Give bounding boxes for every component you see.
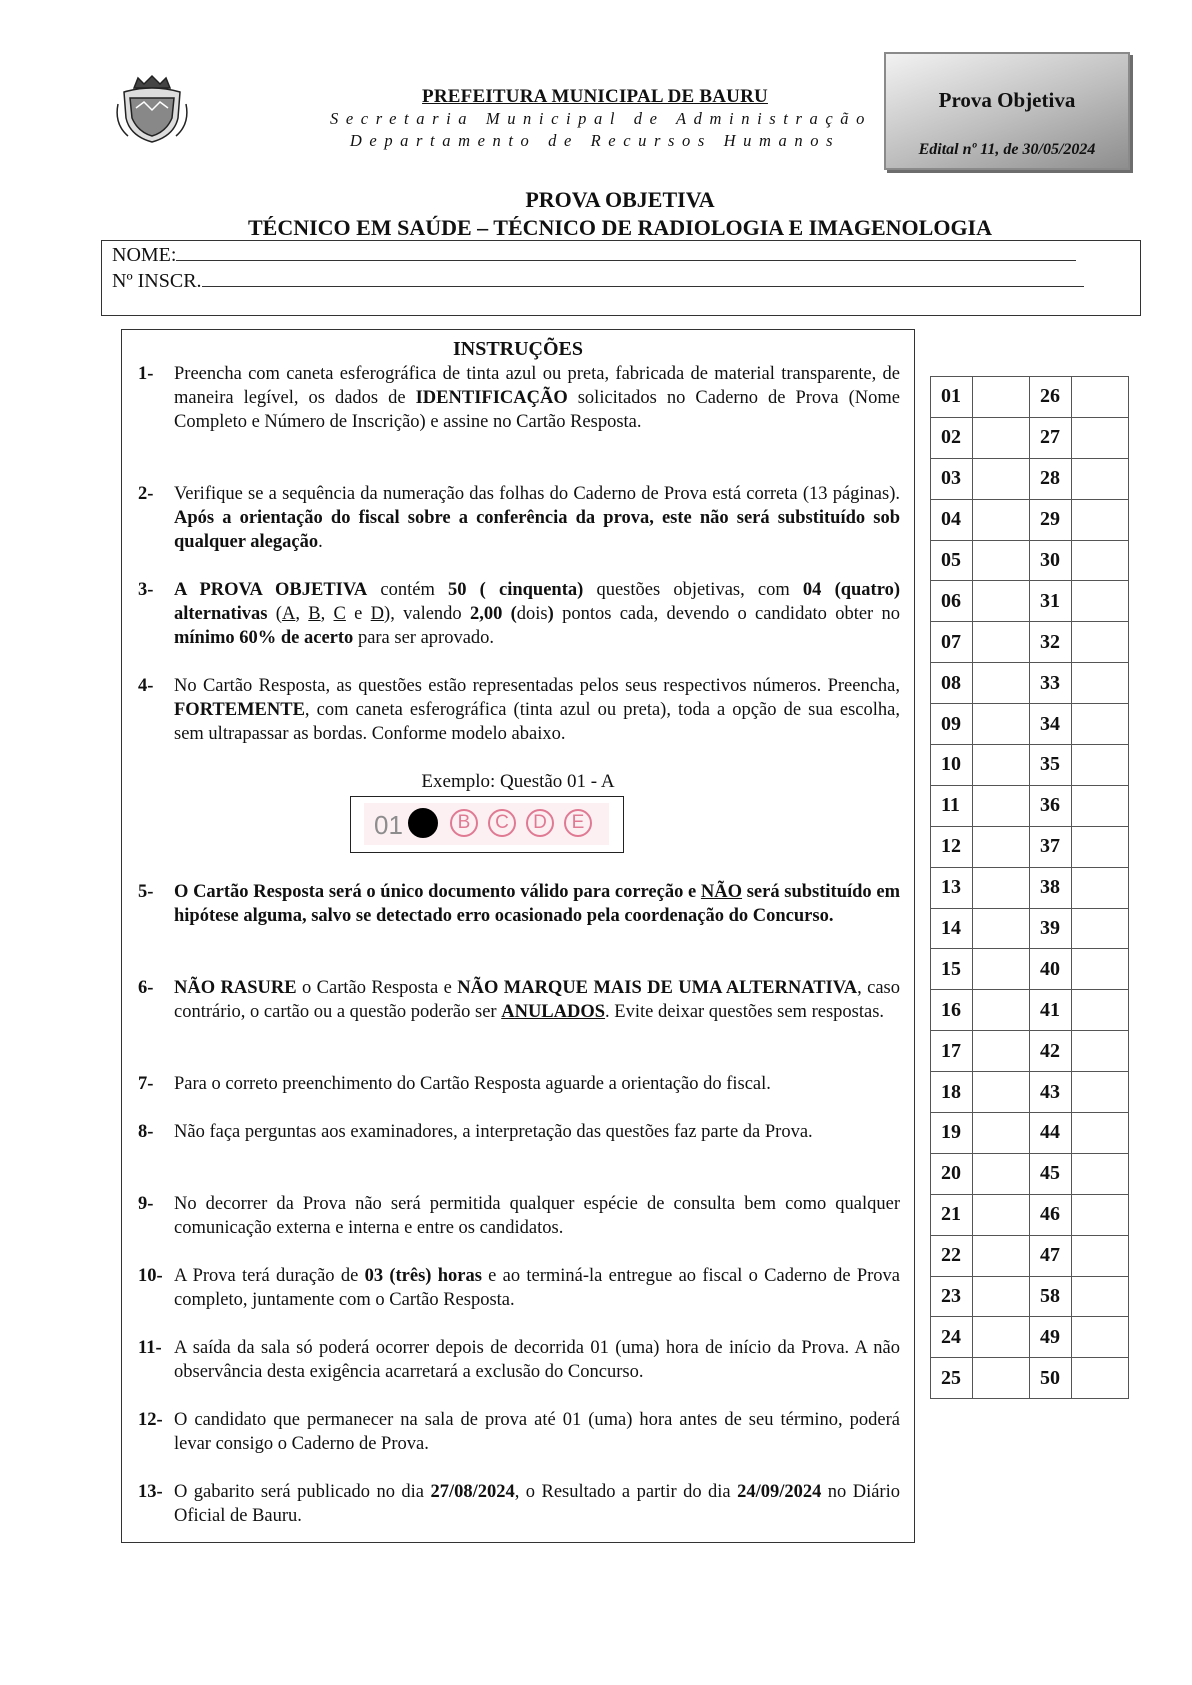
answer-row [931,785,1129,826]
answer-row [931,377,1129,418]
question-number: 39 [1030,908,1072,949]
question-number: 44 [1030,1113,1072,1154]
bubble-c: C [488,809,516,837]
instruction-item-9 [138,1192,900,1240]
item-text: , caso contrário, o cartão ou a questão poderão ser [174,978,901,1022]
question-number: 16 [931,990,973,1031]
instruction-item-11 [138,1336,900,1384]
bubble-b: B [450,809,478,837]
question-number: 12 [931,826,973,867]
item-text: pontos cada, devendo o candidato obter no [553,604,901,624]
answer-cell[interactable] [973,1072,1030,1113]
question-number: 40 [1030,949,1072,990]
item-text: , o Resultado a partir do dia [514,1482,738,1502]
answer-row [931,1113,1129,1154]
question-number: 30 [1030,540,1072,581]
item-text: e ao terminá-la entregue ao fiscal o Caderno de Prova completo, juntamente com o Cartão Resposta. [174,1266,900,1310]
question-number: 15 [931,949,973,990]
filled-bubble-a [408,808,438,838]
question-number: 08 [931,663,973,704]
exam-title-sub: TÉCNICO EM SAÚDE – TÉCNICO DE RADIOLOGIA E IMAGENOLOGIA [247,215,993,240]
item-text: A Prova terá duração de [174,1266,365,1286]
answer-row [931,990,1129,1031]
answer-cell[interactable] [973,1276,1030,1317]
item-text: no Diário Oficial de Bauru. [174,1482,900,1526]
question-number: 31 [1030,581,1072,622]
question-number: 47 [1030,1235,1072,1276]
answer-cell[interactable] [973,417,1030,458]
item-number: 5- [138,882,154,902]
answer-cell[interactable] [1072,581,1129,622]
item-number: 11- [138,1338,162,1358]
item-text: ), valendo [384,604,470,624]
answer-cell[interactable] [1072,745,1129,786]
answer-cell[interactable] [1072,908,1129,949]
answer-row [931,949,1129,990]
inscr-line[interactable] [202,272,1084,287]
question-number: 24 [931,1317,973,1358]
instruction-item-12 [138,1408,900,1456]
instruction-item-8 [138,1120,900,1144]
item-text: dois [516,604,548,624]
question-number: 26 [1030,377,1072,418]
item-text-bold: NÃO MARQUE MAIS DE UMA ALTERNATIVA [457,978,858,998]
answer-cell[interactable] [1072,1235,1129,1276]
question-number: 19 [931,1113,973,1154]
option-letter: B [308,604,321,624]
item-text: O gabarito será publicado no dia [174,1482,431,1502]
inscr-field[interactable] [112,270,1084,293]
question-number: 27 [1030,417,1072,458]
item-text-bold: 27/08/2024 [430,1482,515,1502]
answer-cell[interactable] [973,1235,1030,1276]
answer-cell[interactable] [973,622,1030,663]
question-number: 25 [931,1358,973,1399]
answer-row [931,1031,1129,1072]
answer-cell[interactable] [973,990,1030,1031]
secretaria-line: Secretaria Municipal de Administração [330,109,872,128]
answer-row [931,1317,1129,1358]
example-answer-box [350,796,624,853]
item-text-bold: Após a orientação do fiscal sobre a conferência da prova, este não será substituído sob qualquer alegação [174,508,900,552]
item-text: O candidato que permanecer na sala de prova até 01 (uma) hora antes de seu término, poderá levar consigo o Caderno de Prova. [174,1410,900,1454]
item-number: 12- [138,1410,163,1430]
departamento-line: Departamento de Recursos Humanos [349,131,841,150]
answer-cell[interactable] [973,1358,1030,1399]
answer-cell[interactable] [973,1031,1030,1072]
item-text-bold: mínimo 60% de acerto [174,628,354,648]
question-number: 42 [1030,1031,1072,1072]
item-text: para ser aprovado. [353,628,495,648]
instruction-item-7 [138,1072,900,1096]
question-number: 05 [931,540,973,581]
answer-row [931,908,1129,949]
question-number: 13 [931,867,973,908]
question-number: 41 [1030,990,1072,1031]
answer-cell[interactable] [973,581,1030,622]
name-line[interactable] [176,246,1076,261]
inscr-label: Nº INSCR. [112,270,202,292]
answer-cell[interactable] [1072,1031,1129,1072]
instruction-item-3 [138,578,900,650]
answer-row [931,745,1129,786]
item-text: A saída da sala só poderá ocorrer depois de decorrida 01 (uma) hora de início da Prova. A não observância desta exigência acarretará a exclusão do Concurso. [174,1338,900,1382]
answer-cell[interactable] [1072,622,1129,663]
answer-cell[interactable] [973,1194,1030,1235]
item-text: ( [267,604,282,624]
instructions-title: INSTRUÇÕES [452,338,584,360]
item-text: contém [367,580,448,600]
option-letter: C [333,604,346,624]
item-text-underlined: NÃO [700,882,743,902]
answer-row [931,417,1129,458]
question-number: 23 [931,1276,973,1317]
answer-row [931,1358,1129,1399]
bubble-d: D [526,809,554,837]
answer-row [931,458,1129,499]
answer-cell[interactable] [973,1317,1030,1358]
item-number: 4- [138,676,154,696]
answer-cell[interactable] [1072,1317,1129,1358]
question-number: 35 [1030,745,1072,786]
instruction-item-1 [138,362,900,434]
badge-title: Prova Objetiva [938,88,1076,112]
answer-cell[interactable] [1072,1358,1129,1399]
question-number: 50 [1030,1358,1072,1399]
answer-cell[interactable] [973,458,1030,499]
answer-cell[interactable] [973,745,1030,786]
item-number: 6- [138,978,154,998]
item-text: , [320,604,334,624]
instruction-item-10 [138,1264,900,1312]
instructions-box [121,329,915,1543]
answer-cell[interactable] [973,1113,1030,1154]
item-text-bold: IDENTIFICAÇÃO [415,388,568,408]
answer-cell[interactable] [1072,704,1129,745]
question-number: 36 [1030,785,1072,826]
option-letter: A [281,604,296,624]
item-number: 7- [138,1074,154,1094]
item-number: 9- [138,1194,154,1214]
item-text: Verifique se a sequência da numeração das folhas do Caderno de Prova está correta (13 páginas). [174,484,900,504]
answer-cell[interactable] [973,1153,1030,1194]
question-number: 37 [1030,826,1072,867]
answer-row [931,867,1129,908]
option-letter: D [370,604,385,624]
answer-cell[interactable] [973,908,1030,949]
candidate-fields-box [101,240,1141,316]
question-number: 43 [1030,1072,1072,1113]
answer-row [931,1235,1129,1276]
question-number: 22 [931,1235,973,1276]
answer-cell[interactable] [1072,458,1129,499]
bubble-e: E [564,809,592,837]
item-text: No Cartão Resposta, as questões estão representadas pelos seus respectivos números. Preencha, [174,676,900,696]
item-text: , com caneta esferográfica (tinta azul ou preta), toda a opção de sua escolha, sem ultrapassar as bordas. Conforme modelo abaixo. [174,700,900,744]
question-number: 29 [1030,499,1072,540]
answer-row [931,663,1129,704]
exam-title [100,186,1140,242]
item-text: , [295,604,309,624]
question-number: 45 [1030,1153,1072,1194]
question-number: 06 [931,581,973,622]
instruction-item-4 [138,674,900,746]
name-field[interactable] [112,244,1076,267]
item-text-bold: FORTEMENTE [174,700,305,720]
answer-cell[interactable] [973,499,1030,540]
question-number: 03 [931,458,973,499]
item-text-bold: 50 ( cinquenta) [448,580,584,600]
question-number: 02 [931,417,973,458]
answer-cell[interactable] [973,704,1030,745]
question-number: 17 [931,1031,973,1072]
answer-row [931,499,1129,540]
answer-cell[interactable] [973,540,1030,581]
exam-badge [884,52,1130,170]
item-text-bold: A PROVA OBJETIVA [174,580,368,600]
answer-row [931,581,1129,622]
question-number: 18 [931,1072,973,1113]
answer-row [931,704,1129,745]
answer-cell[interactable] [1072,867,1129,908]
answer-cell[interactable] [973,785,1030,826]
item-text: Não faça perguntas aos examinadores, a interpretação das questões faz parte da Prova. [174,1122,813,1142]
question-number: 11 [931,785,973,826]
answer-cell[interactable] [973,663,1030,704]
item-number: 13- [138,1482,163,1502]
bauru-crest-logo [114,74,190,146]
answer-cell[interactable] [973,949,1030,990]
item-text: e [345,604,371,624]
answer-row [931,826,1129,867]
item-text-bold: será substituído em hipótese alguma, salvo se detectado erro ocasionado pela coordenação do Concurso. [174,882,900,926]
badge-subtitle: Edital nº 11, de 30/05/2024 [918,141,1096,158]
question-number: 58 [1030,1276,1072,1317]
answer-cell[interactable] [1072,826,1129,867]
answer-row [931,1276,1129,1317]
answer-grid [930,376,1129,1399]
item-number: 2- [138,484,154,504]
answer-cell[interactable] [1072,1153,1129,1194]
item-text-bold: 2,00 ( [469,604,517,624]
item-text-bold: ) [547,604,554,624]
item-text: o Cartão Resposta e [296,978,458,998]
answer-cell[interactable] [1072,499,1129,540]
answer-cell[interactable] [1072,377,1129,418]
item-text-bold: 03 (três) horas [364,1266,482,1286]
item-text: Preencha com caneta esferográfica de tinta azul ou preta, fabricada de material transparente, de maneira legível, os dados de [174,364,900,408]
item-number: 1- [138,364,154,384]
answer-cell[interactable] [1072,990,1129,1031]
instruction-item-2 [138,482,900,554]
item-number: 3- [138,580,154,600]
question-number: 21 [931,1194,973,1235]
exam-title-main: PROVA OBJETIVA [525,187,715,212]
answer-cell[interactable] [1072,540,1129,581]
answer-cell[interactable] [1072,1194,1129,1235]
question-number: 49 [1030,1317,1072,1358]
answer-cell[interactable] [1072,949,1129,990]
instruction-item-13 [138,1480,900,1528]
example-question-number: 01 [374,810,403,840]
item-number: 10- [138,1266,163,1286]
question-number: 10 [931,745,973,786]
question-number: 04 [931,499,973,540]
question-number: 38 [1030,867,1072,908]
question-number: 20 [931,1153,973,1194]
item-text: Para o correto preenchimento do Cartão Resposta aguarde a orientação do fiscal. [174,1074,771,1094]
header-center [330,86,872,152]
item-text: No decorrer da Prova não será permitida qualquer espécie de consulta bem como qualquer comunicação externa e interna e entre os candidatos. [174,1194,900,1238]
example-caption: Exemplo: Questão 01 - A [421,771,615,792]
question-number: 46 [1030,1194,1072,1235]
instruction-item-6 [138,976,900,1024]
question-number: 07 [931,622,973,663]
answer-row [931,1194,1129,1235]
question-number: 14 [931,908,973,949]
answer-cell[interactable] [1072,785,1129,826]
answer-row [931,1153,1129,1194]
instruction-item-5 [138,880,900,928]
answer-cell[interactable] [1072,663,1129,704]
question-number: 32 [1030,622,1072,663]
answer-row [931,622,1129,663]
answer-cell[interactable] [1072,1113,1129,1154]
answer-cell[interactable] [1072,1276,1129,1317]
answer-cell[interactable] [973,826,1030,867]
answer-cell[interactable] [1072,1072,1129,1113]
item-text: questões objetivas, com [583,580,803,600]
question-number: 33 [1030,663,1072,704]
question-number: 34 [1030,704,1072,745]
answer-cell[interactable] [973,377,1030,418]
item-text: . Evite deixar questões sem respostas. [605,1002,885,1022]
item-text-bold: O Cartão Resposta será o único documento válido para correção e [174,882,701,902]
item-text-bold: NÃO RASURE [174,978,297,998]
item-text-bold: 04 (quatro) alternativas [174,580,901,624]
item-text-bold-underlined: ANULADOS [501,1002,606,1022]
question-number: 28 [1030,458,1072,499]
item-number: 8- [138,1122,154,1142]
item-text-bold: 24/09/2024 [737,1482,822,1502]
item-text: solicitados no Caderno de Prova (Nome Completo e Número de Inscrição) e assine no Cartão Resposta. [174,388,900,432]
question-number: 09 [931,704,973,745]
item-text: . [318,532,323,552]
answer-cell[interactable] [973,867,1030,908]
answer-cell[interactable] [1072,417,1129,458]
answer-row [931,1072,1129,1113]
name-label: NOME: [112,244,177,266]
org-title: PREFEITURA MUNICIPAL DE BAURU [422,86,768,107]
example-bubble-strip [364,803,609,845]
answer-row [931,540,1129,581]
question-number: 01 [931,377,973,418]
